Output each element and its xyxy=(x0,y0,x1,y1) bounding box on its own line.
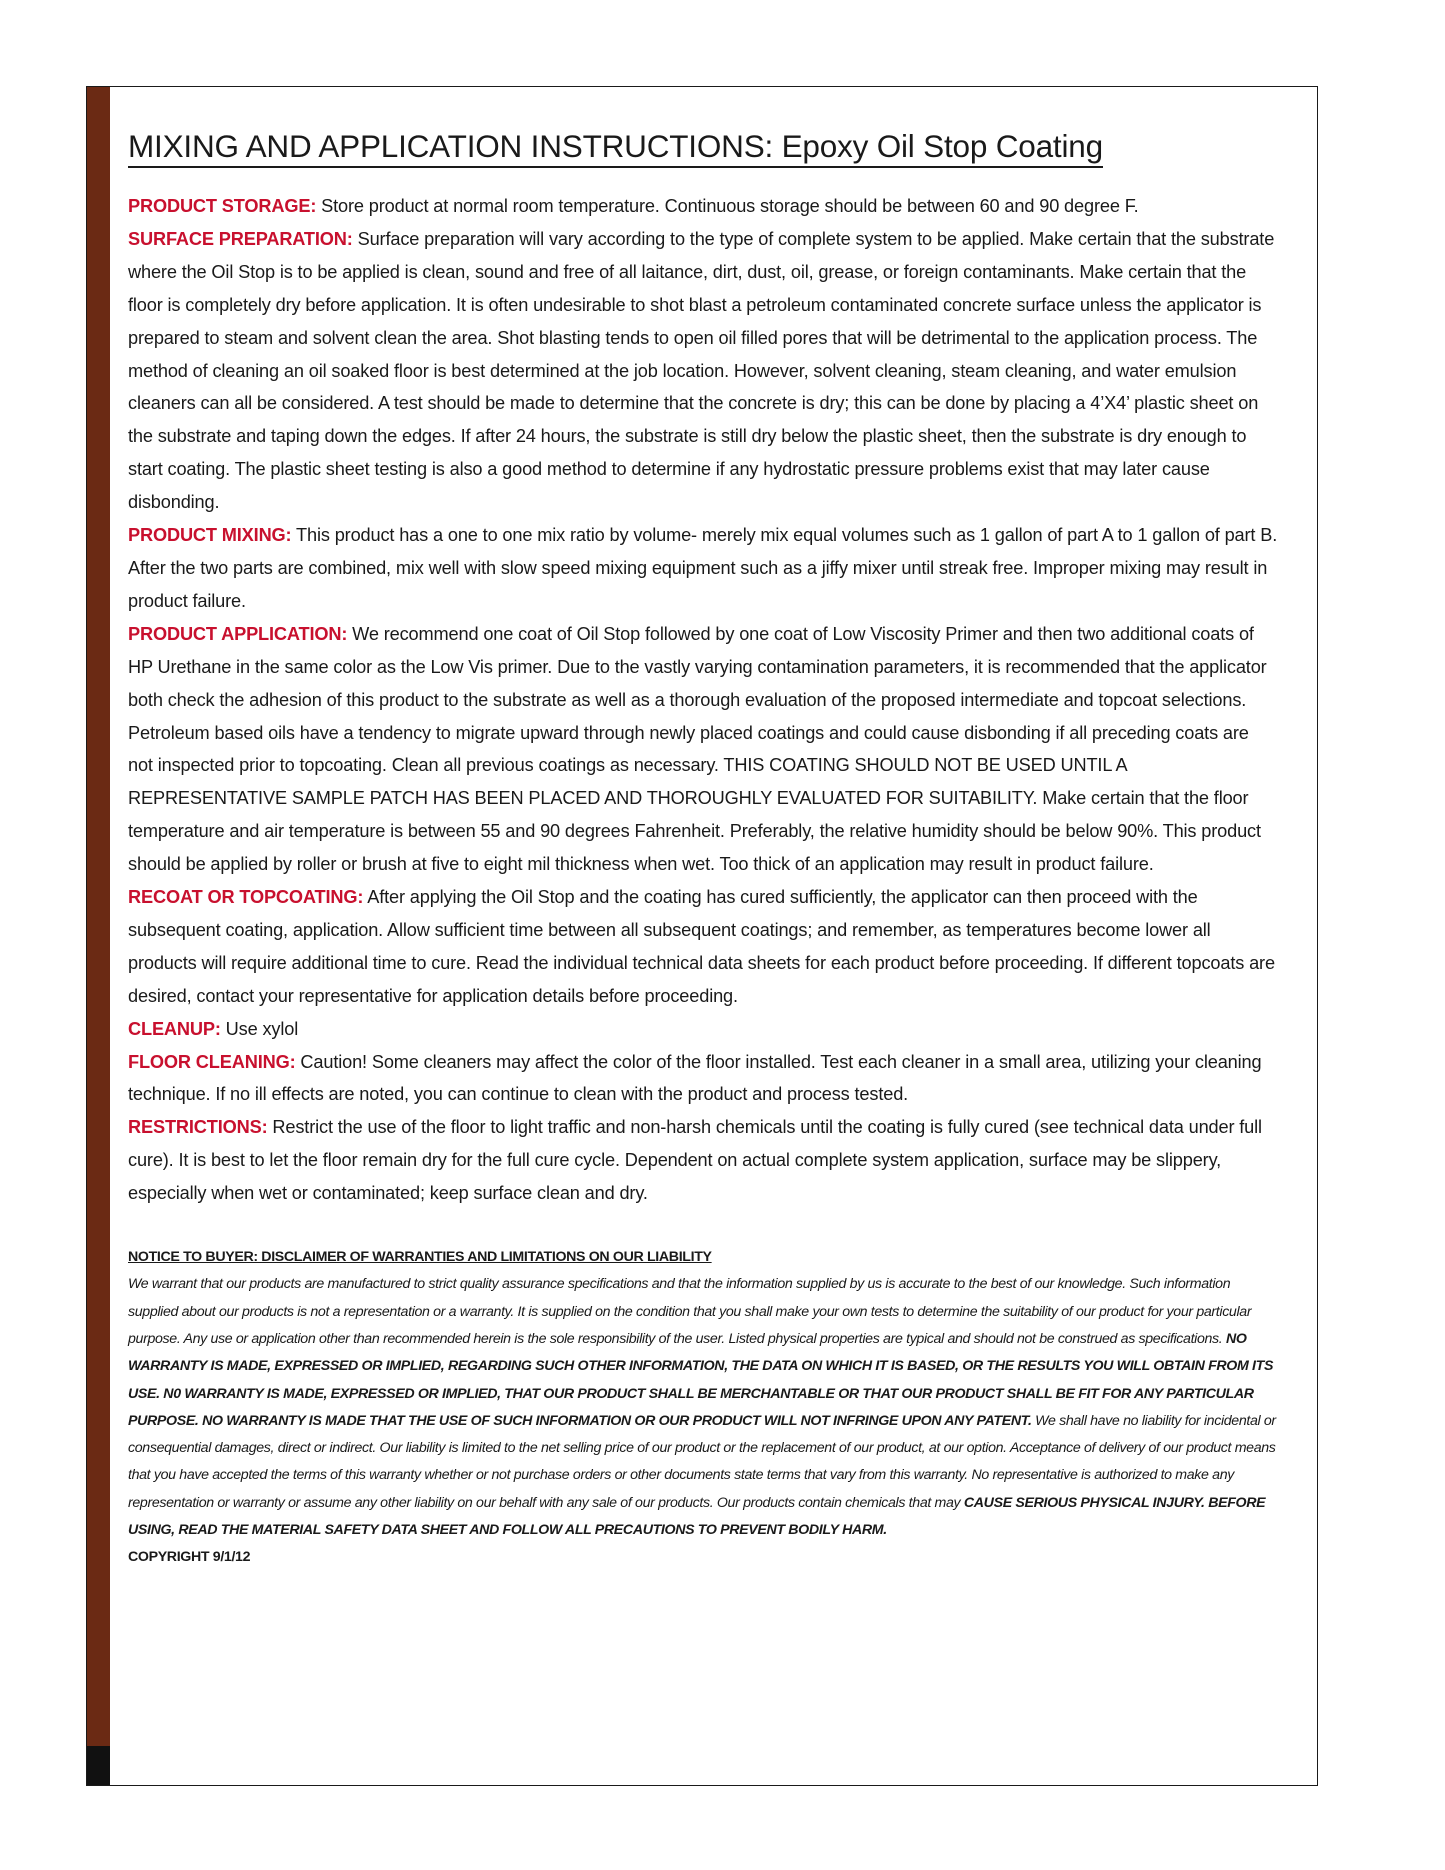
notice-liability: We shall have no liability for incidental or consequential damages, direct or indirect. Our liability is limited to the net selling price of our product or the replacement of our product, at our option. Acceptance of delivery of our product means that you have accepted the terms of this warranty whether or not purchase orders or other documents state terms that vary from this warranty. No representative is authorized to make any representation or warranty or assume any other liability on our behalf with any sale of our products. Our products contain chemicals that may xyxy=(128,1412,1276,1511)
section-text: Restrict the use of the floor to light traffic and non-harsh chemicals until the coating is fully cured (see technical data under full cure). It is best to let the floor remain dry for the full cure cycle. Dependent on actual complete system application, surface may be slippery, especially when wet or contaminated; keep surface clean and dry. xyxy=(128,1117,1262,1204)
section-text: Caution! Some cleaners may affect the color of the floor installed. Test each cleaner in a small area, utilizing your cleaning technique. If no ill effects are noted, you can continue to clean with the product and process tested. xyxy=(128,1051,1262,1105)
section-product-mixing xyxy=(128,519,1278,618)
notice-body xyxy=(128,1271,1278,1544)
section-label: PRODUCT APPLICATION: xyxy=(128,623,348,644)
buyer-notice xyxy=(128,1244,1278,1572)
section-text: This product has a one to one mix ratio by volume- merely mix equal volumes such as 1 gallon of part A to 1 gallon of part B. After the two parts are combined, mix well with slow speed mixing equipment such as a jiffy mixer until streak free. Improper mixing may result in product failure. xyxy=(128,525,1278,611)
copyright-line: COPYRIGHT 9/1/12 xyxy=(128,1549,251,1566)
section-text: After applying the Oil Stop and the coating has cured sufficiently, the applicator can then proceed with the subsequent coating, application. Allow sufficient time between all subsequent coatings; and remember, as temperatures become lower all products will require additional time to cure. Read the individual technical data sheets for each product before proceeding. If different topcoats are desired, contact your representative for application details before proceeding. xyxy=(128,887,1275,1006)
instruction-sections xyxy=(128,190,1278,1210)
notice-heading: NOTICE TO BUYER: DISCLAIMER OF WARRANTIES AND LIMITATIONS ON OUR LIABILITY xyxy=(128,1249,712,1266)
section-restrictions xyxy=(128,1111,1278,1210)
section-surface-preparation xyxy=(128,223,1278,519)
section-label: SURFACE PREPARATION: xyxy=(128,228,353,249)
notice-warranty-disclaimer: NO WARRANTY IS MADE, EXPRESSED OR IMPLIED, REGARDING SUCH OTHER INFORMATION, THE DATA ON WHICH IT IS BASED, OR THE RESULTS YOU WILL OBTAIN FROM ITS USE. N0 WARRANTY IS MADE, EXPRESSED OR IMPLIED, THAT OUR PRODUCT SHALL BE MERCHANTABLE OR THAT OUR PRODUCT SHALL BE FIT FOR ANY PARTICULAR PURPOSE. NO WARRANTY IS MADE THAT THE USE OF SUCH INFORMATION OR OUR PRODUCT WILL NOT INFRINGE UPON ANY PATENT. xyxy=(128,1330,1274,1429)
page-title: MIXING AND APPLICATION INSTRUCTIONS: Epoxy Oil Stop Coating xyxy=(128,128,1103,168)
section-floor-cleaning xyxy=(128,1046,1278,1112)
section-text: We recommend one coat of Oil Stop followed by one coat of Low Viscosity Primer and then two additional coats of HP Urethane in the same color as the Low Vis primer. Due to the vastly varying contamination parameters, it is recommended that the applicator both check the adhesion of this product to the substrate as well as a thorough evaluation of the proposed intermediate and topcoat selections. Petroleum based oils have a tendency to migrate upward through newly placed coatings and could cause disbonding if all preceding coats are not inspected prior to topcoating. Clean all previous coatings as necessary. THIS COATING SHOULD NOT BE USED UNTIL A REPRESENTATIVE SAMPLE PATCH HAS BEEN PLACED AND THOROUGHLY EVALUATED FOR SUITABILITY. Make certain that the floor temperature and air temperature is between 55 and 90 degrees Fahrenheit. Preferably, the relative humidity should be below 90%. This product should be applied by roller or brush at five to eight mil thickness when wet. Too thick of an application may result in product failure. xyxy=(128,623,1267,875)
notice-safety-warning: CAUSE SERIOUS PHYSICAL INJURY. BEFORE USING, READ THE MATERIAL SAFETY DATA SHEET AND FOLLOW ALL PRECAUTIONS TO PREVENT BODILY HARM. xyxy=(128,1494,1266,1539)
section-label: RECOAT OR TOPCOATING: xyxy=(128,887,364,908)
section-product-storage xyxy=(128,190,1278,223)
section-text: Use xylol xyxy=(220,1018,299,1039)
section-label: FLOOR CLEANING: xyxy=(128,1051,296,1072)
section-text: Store product at normal room temperature. Continuous storage should be between 60 and 90 degree F. xyxy=(316,196,1139,216)
section-product-application xyxy=(128,618,1278,881)
section-label: PRODUCT MIXING: xyxy=(128,525,292,546)
section-label: RESTRICTIONS: xyxy=(128,1117,268,1138)
document-content xyxy=(128,128,1278,1572)
section-label: CLEANUP: xyxy=(128,1018,221,1039)
section-label: PRODUCT STORAGE: xyxy=(128,196,317,216)
section-cleanup xyxy=(128,1013,1278,1046)
notice-intro: We warrant that our products are manufactured to strict quality assurance specifications and that the information supplied by us is accurate to the best of our knowledge. Such information supplied about our products is not a representation or a warranty. It is supplied on the condition that you shall make your own tests to determine the suitability of our product for your particular purpose. Any use or application other than recommended herein is the sole responsibility of the user. Listed physical properties are typical and should not be construed as specifications. xyxy=(128,1276,1252,1347)
section-text: Surface preparation will vary according to the type of complete system to be applied. Make certain that the substrate where the Oil Stop is to be applied is clean, sound and free of all laitance, dirt, dust, oil, grease, or foreign contaminants. Make certain that the floor is completely dry before application. It is often undesirable to shot blast a petroleum contaminated concrete surface unless the applicator is prepared to steam and solvent clean the area. Shot blasting tends to open oil filled pores that will be detrimental to the application process. The method of cleaning an oil soaked floor is best determined at the job location. However, solvent cleaning, steam cleaning, and water emulsion cleaners can all be considered. A test should be made to determine that the concrete is dry; this can be done by placing a 4’X4’ plastic sheet on the substrate and taping down the edges. If after 24 hours, the substrate is still dry below the plastic sheet, then the substrate is dry enough to start coating. The plastic sheet testing is also a good method to determine if any hydrostatic pressure problems exist that may later cause disbonding. xyxy=(128,228,1275,513)
section-recoat-topcoating xyxy=(128,881,1278,1013)
